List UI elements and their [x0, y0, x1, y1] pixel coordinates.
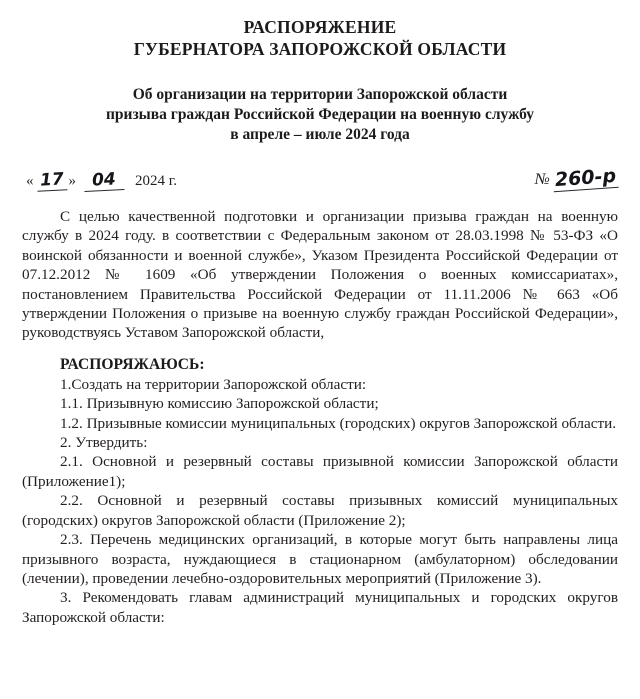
document-number — [534, 164, 618, 192]
document-date — [26, 171, 177, 191]
order-keyword: РАСПОРЯЖАЮСЬ: — [60, 355, 205, 373]
list-item: 3. Рекомендовать главам администраций муниципальных и городских округов Запорожской области: — [22, 589, 618, 626]
list-item: 1.2. Призывные комиссии муниципальных (городских) округов Запорожской области. — [60, 414, 617, 432]
spacer — [22, 343, 618, 355]
list-item: 2. Утвердить: — [60, 434, 148, 452]
document-title-line-1: РАСПОРЯЖЕНИЕ — [243, 17, 397, 37]
list-item: 2.3. Перечень медицинских организаций, в которые могут быть направлены лица призывного возраста, нуждающиеся в стационарном (амбулаторном) обследовании (лечении), проведении лечебно-оздоровительных мероприятий (Приложение 3). — [22, 531, 618, 587]
document-title-line-2: ГУБЕРНАТОРА ЗАПОРОЖСКОЙ ОБЛАСТИ — [133, 39, 507, 59]
document-subject — [0, 85, 640, 145]
handwritten-day: 17 — [36, 171, 67, 192]
list-item: 1.1. Призывную комиссию Запорожской области; — [60, 395, 379, 413]
document-year: 2024 г. — [135, 173, 177, 189]
document-meta-row — [0, 163, 640, 207]
document-subject-line-1: Об организации на территории Запорожской области — [132, 86, 508, 103]
document-body — [0, 207, 640, 627]
quote-open: « — [26, 173, 34, 189]
quote-close: » — [68, 173, 76, 189]
document-subject-line-2: призыва граждан Российской Федерации на военную службу — [105, 106, 535, 123]
document-subject-line-3: в апреле – июле 2024 года — [230, 126, 410, 143]
document-header — [0, 0, 640, 60]
number-sign-icon: № — [534, 171, 550, 188]
list-item: 2.2. Основной и резервный составы призывных комиссий муниципальных (городских) округов Запорожской области (Приложение 2); — [22, 492, 618, 529]
preamble-paragraph: С целью качественной подготовки и организации призыва граждан на военную службу в 2024 году. в соответствии с Федеральным законом от 28.03.1998 № 53-ФЗ «О воинской обязанности и военной службе», Указом Президента Российской Федерации от 07.12.2012 № 1609 «Об утверждении Положения о военных комиссариатах», постановлением Правительства Российской Федерации от 11.11.2006 № 663 «Об утверждении Положения о призыве на военную службу граждан Российской Федерации», руководствуясь Уставом Запорожской области, — [22, 208, 618, 342]
list-item: 1.Создать на территории Запорожской области: — [60, 375, 367, 393]
handwritten-number: 260-р — [552, 167, 618, 192]
list-item: 2.1. Основной и резервный составы призывной комиссии Запорожской области (Приложение1); — [22, 453, 618, 490]
handwritten-month: 04 — [84, 171, 125, 192]
